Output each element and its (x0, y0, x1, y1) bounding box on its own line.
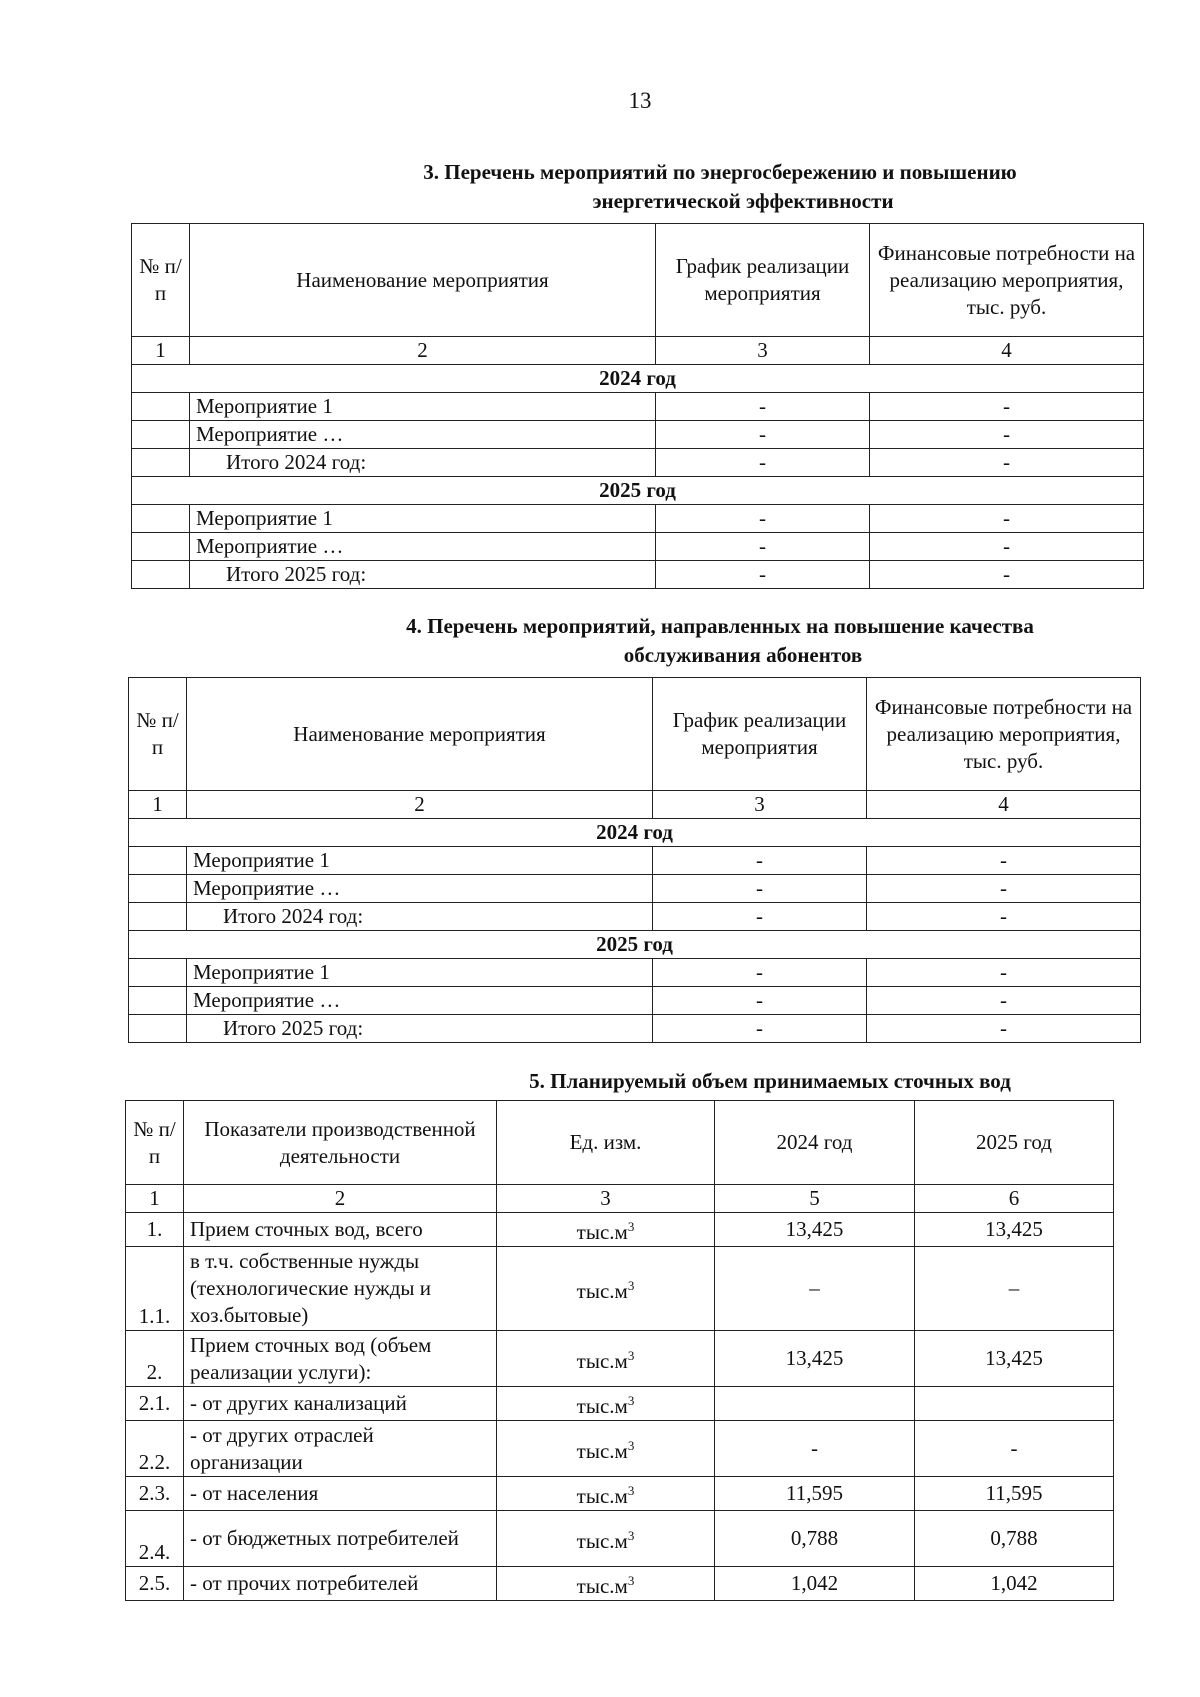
row-number (129, 1015, 187, 1043)
unit-exponent: 3 (627, 1483, 635, 1498)
table-row (126, 1511, 1114, 1567)
indicator-name: - от прочих потребителей (184, 1567, 497, 1601)
unit-base: тыс.м (576, 1394, 628, 1418)
row-number: 2.1. (126, 1387, 184, 1421)
unit-base: тыс.м (576, 1439, 628, 1463)
value-2025: 13,425 (915, 1213, 1114, 1247)
section-4-table (128, 677, 1141, 1043)
year-row: 2025 год (132, 477, 1144, 505)
total-schedule: - (653, 1015, 867, 1043)
section-4-title (300, 612, 1140, 670)
indicator-name: - от населения (184, 1477, 497, 1511)
value-2024: 1,042 (715, 1567, 915, 1601)
value-2024: – (715, 1247, 915, 1331)
event-name: Мероприятие 1 (190, 393, 656, 421)
unit (497, 1331, 715, 1387)
total-label: Итого 2025 год: (187, 1015, 653, 1043)
event-schedule: - (656, 533, 870, 561)
section-5-rows (126, 1213, 1114, 1601)
unit-base: тыс.м (576, 1529, 628, 1553)
event-finance: - (867, 847, 1141, 875)
value-2025: – (915, 1247, 1114, 1331)
col-number: 2 (184, 1185, 497, 1213)
col-number: 1 (126, 1185, 184, 1213)
value-2024: 0,788 (715, 1511, 915, 1567)
year-row: 2025 год (129, 931, 1141, 959)
row-number (132, 421, 190, 449)
value-2025: 0,788 (915, 1511, 1114, 1567)
unit (497, 1511, 715, 1567)
header-indicator: Показатели производственной деятельности (184, 1101, 497, 1185)
event-finance: - (870, 393, 1144, 421)
row-number (132, 393, 190, 421)
indicator-name: - от бюджетных потребителей (184, 1511, 497, 1567)
unit-base: тыс.м (576, 1279, 628, 1303)
section-3-table (131, 223, 1144, 589)
table-row (126, 1567, 1114, 1601)
event-schedule: - (656, 505, 870, 533)
table-row (126, 1213, 1114, 1247)
unit-base: тыс.м (576, 1220, 628, 1244)
event-schedule: - (653, 875, 867, 903)
row-number (129, 847, 187, 875)
event-name: Мероприятие … (187, 875, 653, 903)
col-number: 2 (187, 791, 653, 819)
value-2024: 13,425 (715, 1213, 915, 1247)
row-number (132, 561, 190, 589)
col-number: 4 (870, 337, 1144, 365)
total-label: Итого 2024 год: (190, 449, 656, 477)
header-schedule: График реализации мероприятия (653, 678, 867, 791)
value-2025: 13,425 (915, 1331, 1114, 1387)
indicator-name: - от других отраслей организации (184, 1421, 497, 1477)
section-3-title-line1: 3. Перечень мероприятий по энергосбережению и повышению (423, 160, 1017, 184)
unit (497, 1247, 715, 1331)
row-number: 2.5. (126, 1567, 184, 1601)
value-2025: - (915, 1421, 1114, 1477)
event-schedule: - (656, 393, 870, 421)
total-finance: - (867, 903, 1141, 931)
col-number: 6 (915, 1185, 1114, 1213)
row-number (129, 903, 187, 931)
col-number: 4 (867, 791, 1141, 819)
event-finance: - (870, 533, 1144, 561)
unit-base: тыс.м (576, 1349, 628, 1373)
row-number: 2.3. (126, 1477, 184, 1511)
header-finance: Финансовые потребности на реализацию мероприятия, тыс. руб. (867, 678, 1141, 791)
col-number: 1 (129, 791, 187, 819)
event-schedule: - (653, 847, 867, 875)
page-number: 13 (628, 88, 652, 113)
year-row: 2024 год (132, 365, 1144, 393)
total-finance: - (867, 1015, 1141, 1043)
value-2024 (715, 1387, 915, 1421)
event-finance: - (867, 959, 1141, 987)
col-number: 5 (715, 1185, 915, 1213)
event-name: Мероприятие … (187, 987, 653, 1015)
col-number: 3 (653, 791, 867, 819)
section-5-table (125, 1100, 1114, 1601)
unit-exponent: 3 (627, 1573, 635, 1588)
header-finance: Финансовые потребности на реализацию мероприятия, тыс. руб. (870, 224, 1144, 337)
event-name: Мероприятие … (190, 533, 656, 561)
row-number (129, 987, 187, 1015)
table-row (126, 1477, 1114, 1511)
unit (497, 1567, 715, 1601)
section-3-title (300, 158, 1140, 216)
unit-exponent: 3 (627, 1348, 635, 1363)
event-finance: - (870, 421, 1144, 449)
row-number (129, 959, 187, 987)
event-schedule: - (656, 421, 870, 449)
header-number: № п/п (132, 224, 190, 337)
unit-base: тыс.м (576, 1484, 628, 1508)
row-number (132, 505, 190, 533)
unit (497, 1387, 715, 1421)
header-number: № п/п (126, 1101, 184, 1185)
header-2024: 2024 год (715, 1101, 915, 1185)
event-name: Мероприятие 1 (187, 959, 653, 987)
value-2025: 1,042 (915, 1567, 1114, 1601)
total-label: Итого 2024 год: (187, 903, 653, 931)
value-2025 (915, 1387, 1114, 1421)
unit-exponent: 3 (627, 1219, 635, 1234)
event-finance: - (867, 987, 1141, 1015)
year-row: 2024 год (129, 819, 1141, 847)
col-number: 3 (656, 337, 870, 365)
total-finance: - (870, 449, 1144, 477)
unit-exponent: 3 (627, 1278, 635, 1293)
indicator-name: Прием сточных вод (объем реализации услуги): (184, 1331, 497, 1387)
header-name: Наименование мероприятия (190, 224, 656, 337)
event-schedule: - (653, 987, 867, 1015)
section-3-title-line2: энергетической эффективности (592, 189, 894, 213)
event-name: Мероприятие … (190, 421, 656, 449)
row-number (129, 875, 187, 903)
event-finance: - (867, 875, 1141, 903)
header-name: Наименование мероприятия (187, 678, 653, 791)
event-schedule: - (653, 959, 867, 987)
table-row (126, 1387, 1114, 1421)
event-name: Мероприятие 1 (190, 505, 656, 533)
unit-exponent: 3 (627, 1528, 635, 1543)
total-schedule: - (656, 449, 870, 477)
unit-exponent: 3 (627, 1393, 635, 1408)
value-2024: 13,425 (715, 1331, 915, 1387)
col-number: 2 (190, 337, 656, 365)
unit (497, 1213, 715, 1247)
row-number: 2.4. (126, 1511, 184, 1567)
header-unit: Ед. изм. (497, 1101, 715, 1185)
row-number (132, 533, 190, 561)
unit-base: тыс.м (576, 1574, 628, 1598)
table-row (126, 1421, 1114, 1477)
unit (497, 1477, 715, 1511)
unit-exponent: 3 (627, 1438, 635, 1453)
indicator-name: Прием сточных вод, всего (184, 1213, 497, 1247)
total-schedule: - (656, 561, 870, 589)
value-2024: 11,595 (715, 1477, 915, 1511)
section-5-title: 5. Планируемый объем принимаемых сточных вод (529, 1069, 1011, 1093)
unit (497, 1421, 715, 1477)
row-number: 1.1. (126, 1247, 184, 1331)
header-2025: 2025 год (915, 1101, 1114, 1185)
table-row (126, 1331, 1114, 1387)
value-2025: 11,595 (915, 1477, 1114, 1511)
event-finance: - (870, 505, 1144, 533)
section-4-title-line1: 4. Перечень мероприятий, направленных на повышение качества (406, 614, 1034, 638)
indicator-name: в т.ч. собственные нужды (технологические нужды и хоз.бытовые) (184, 1247, 497, 1331)
value-2024: - (715, 1421, 915, 1477)
indicator-name: - от других канализаций (184, 1387, 497, 1421)
header-number: № п/п (129, 678, 187, 791)
table-row (126, 1247, 1114, 1331)
row-number: 2.2. (126, 1421, 184, 1477)
total-schedule: - (653, 903, 867, 931)
row-number: 2. (126, 1331, 184, 1387)
event-name: Мероприятие 1 (187, 847, 653, 875)
col-number: 3 (497, 1185, 715, 1213)
section-4-title-line2: обслуживания абонентов (623, 643, 863, 667)
header-schedule: График реализации мероприятия (656, 224, 870, 337)
col-number: 1 (132, 337, 190, 365)
total-label: Итого 2025 год: (190, 561, 656, 589)
total-finance: - (870, 561, 1144, 589)
row-number: 1. (126, 1213, 184, 1247)
row-number (132, 449, 190, 477)
